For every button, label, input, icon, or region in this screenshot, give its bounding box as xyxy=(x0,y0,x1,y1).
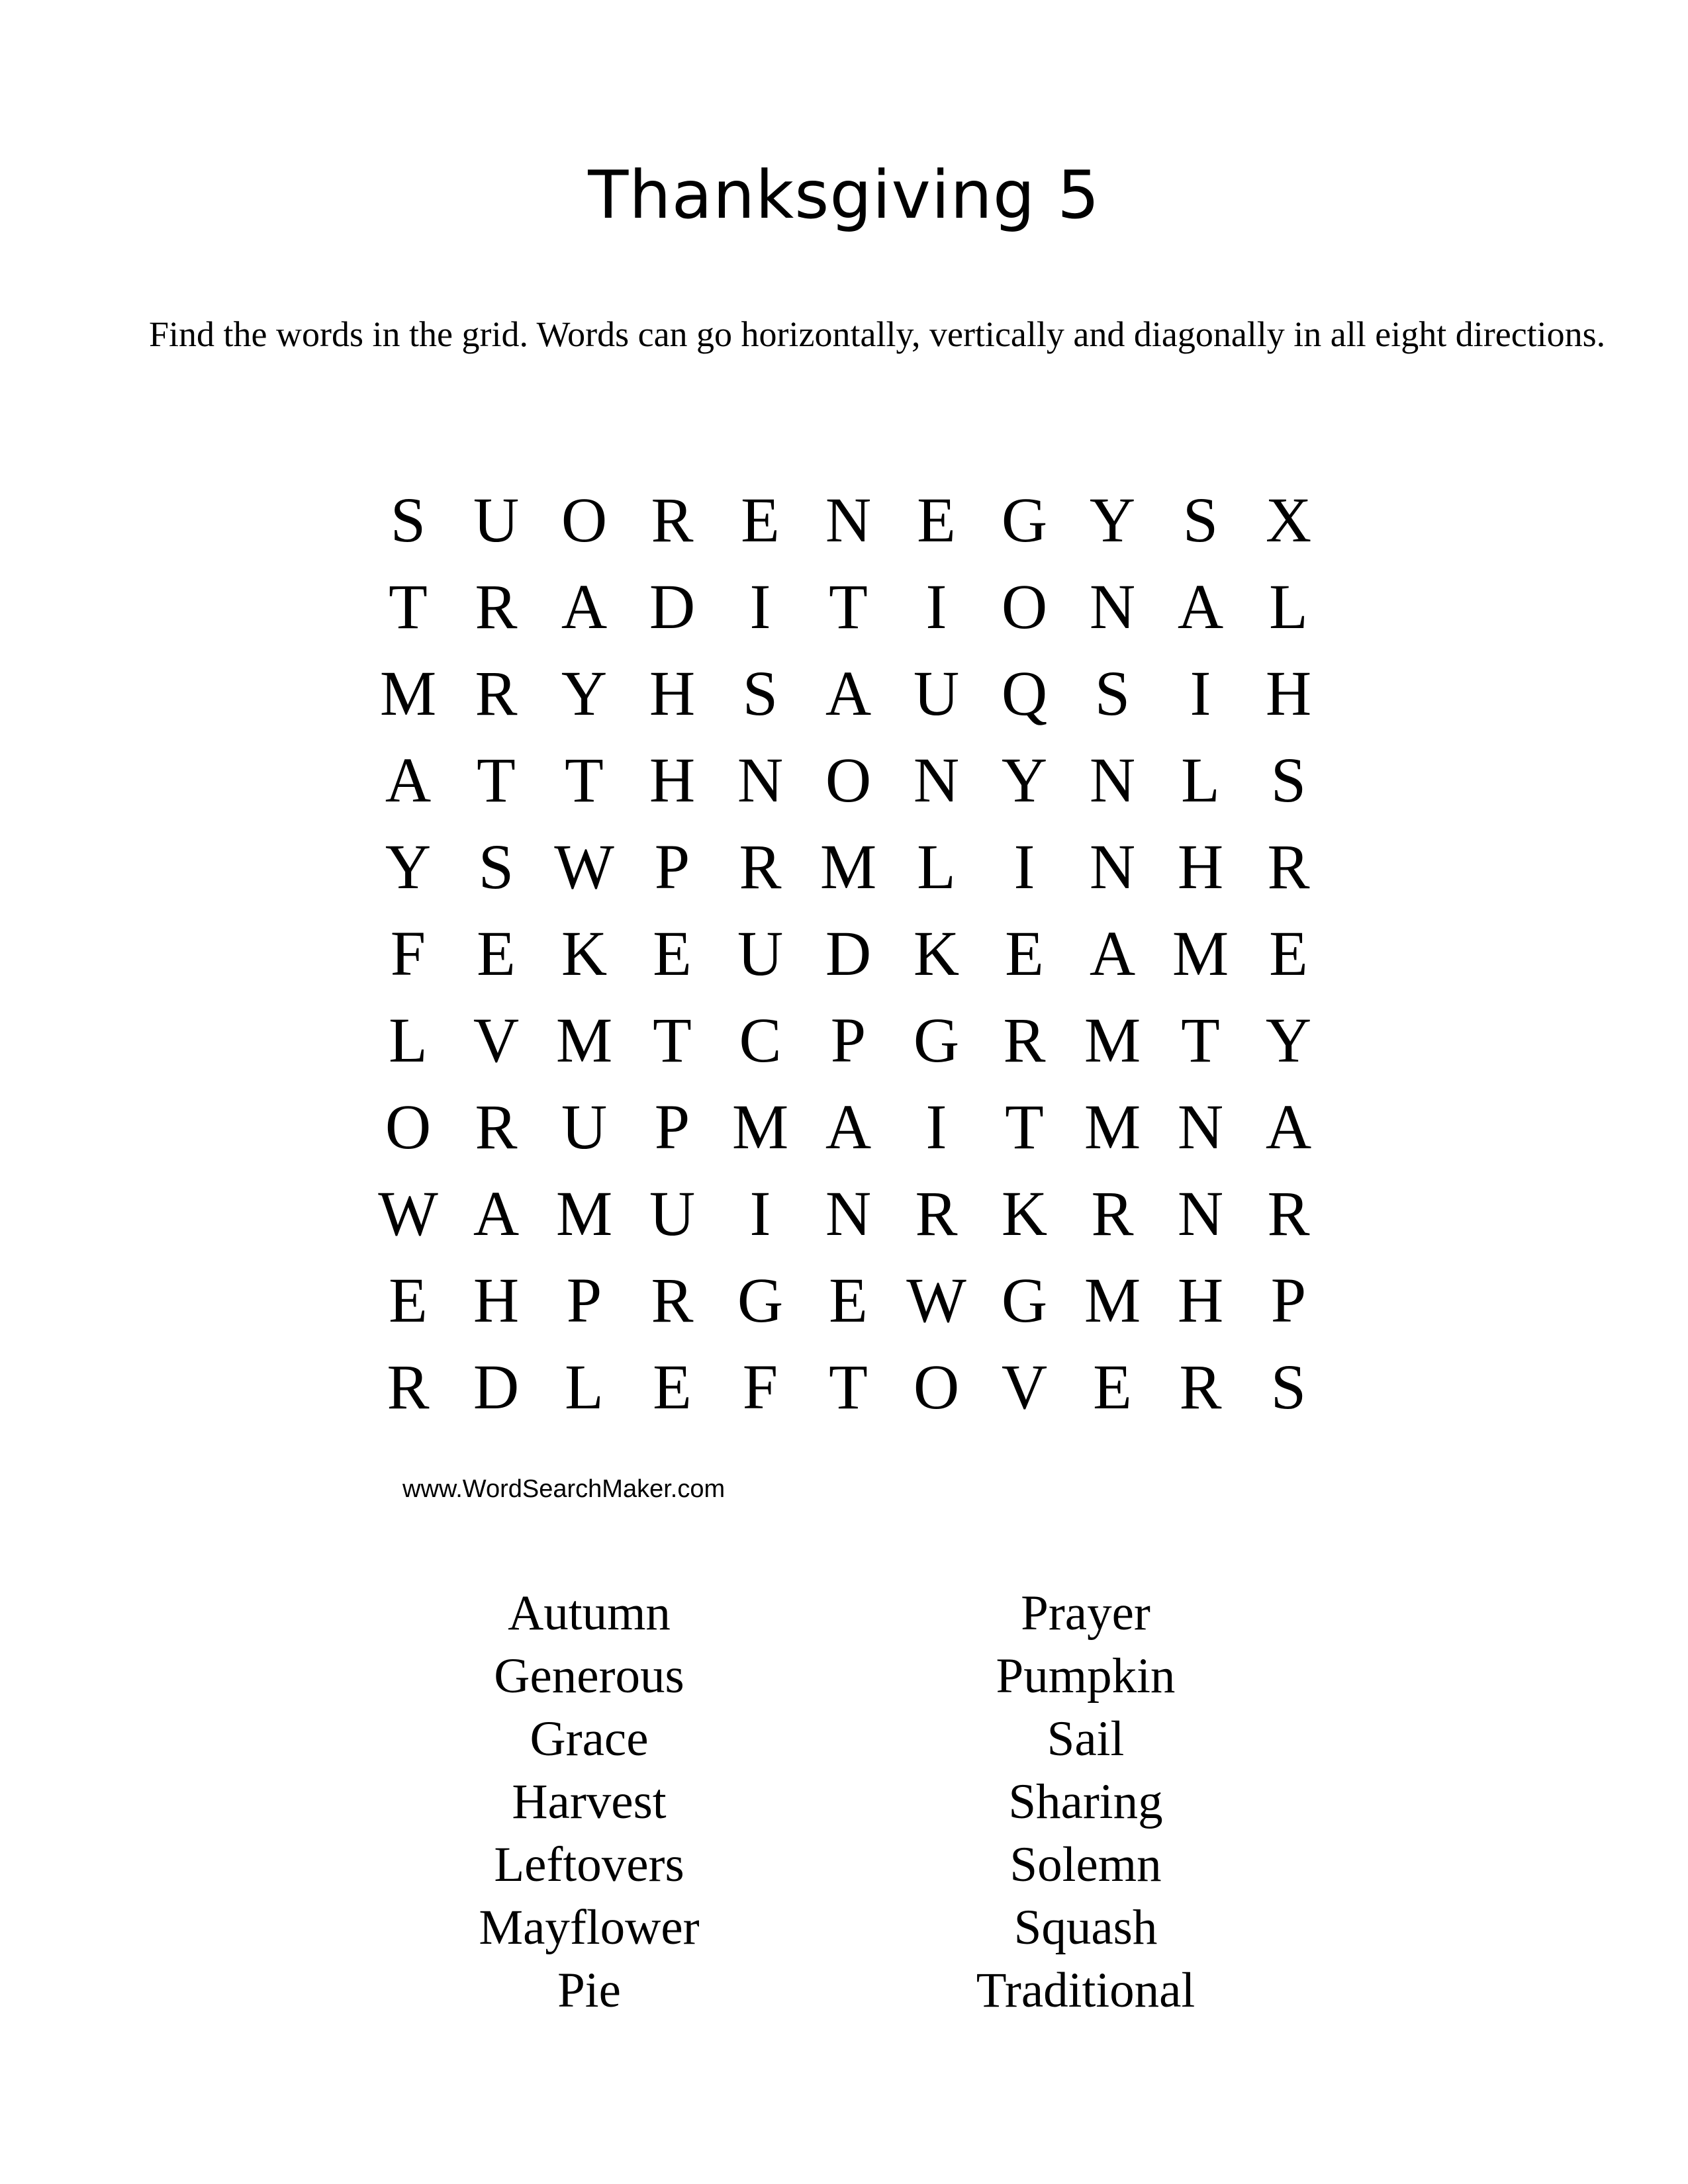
word-list-item: Generous xyxy=(494,1649,684,1704)
grid-letter: Y xyxy=(561,658,608,729)
grid-letter: T xyxy=(477,745,516,815)
grid-letter: N xyxy=(825,484,872,555)
grid-letter: R xyxy=(651,484,694,555)
letter-grid xyxy=(364,477,1337,1430)
grid-letter: R xyxy=(739,831,782,902)
grid-letter: E xyxy=(917,484,956,555)
grid-letter: U xyxy=(913,658,960,729)
grid-letter: N xyxy=(1177,1091,1224,1162)
grid-letter: D xyxy=(649,571,696,642)
grid-letter: N xyxy=(737,745,784,815)
grid-letter: Y xyxy=(385,831,432,902)
grid-letter: R xyxy=(387,1351,430,1422)
word-list-item: Traditional xyxy=(976,1963,1196,2018)
grid-letter: L xyxy=(1181,745,1220,815)
grid-letter: R xyxy=(1179,1351,1222,1422)
grid-letter: V xyxy=(1001,1351,1048,1422)
grid-letter: D xyxy=(473,1351,520,1422)
grid-letter: E xyxy=(829,1265,868,1336)
grid-letter: O xyxy=(825,745,872,815)
grid-letter: S xyxy=(390,484,426,555)
grid-letter: N xyxy=(913,745,960,815)
grid-letter: R xyxy=(1003,1005,1046,1075)
grid-letter: K xyxy=(913,918,960,989)
grid-letter: M xyxy=(1172,918,1229,989)
grid-letter: R xyxy=(1091,1178,1134,1249)
grid-letter: I xyxy=(749,571,771,642)
grid-letter: O xyxy=(561,484,608,555)
instructions: Find the words in the grid. Words can go horizontally, vertically and diagonally in all eight directions. xyxy=(149,314,1606,354)
grid-letter: E xyxy=(1005,918,1044,989)
grid-letter: A xyxy=(825,658,872,729)
grid-letter: L xyxy=(389,1005,428,1075)
grid-letter: R xyxy=(1267,831,1310,902)
grid-letter: E xyxy=(653,918,692,989)
word-list-item: Pie xyxy=(557,1963,621,2018)
grid-letter: E xyxy=(653,1351,692,1422)
grid-letter: H xyxy=(1265,658,1312,729)
grid-letter: R xyxy=(651,1265,694,1336)
grid-letter: S xyxy=(1094,658,1131,729)
grid-letter: N xyxy=(1089,745,1136,815)
grid-letter: A xyxy=(1265,1091,1312,1162)
grid-letter: L xyxy=(565,1351,604,1422)
word-list xyxy=(0,1582,1688,2032)
word-list-item: Autumn xyxy=(508,1586,671,1641)
grid-letter: Y xyxy=(1265,1005,1312,1075)
grid-letter: H xyxy=(1177,1265,1224,1336)
grid-letter: O xyxy=(1001,571,1048,642)
grid-letter: M xyxy=(731,1091,789,1162)
grid-letter: M xyxy=(555,1178,613,1249)
grid-letter: M xyxy=(379,658,437,729)
grid-letter: P xyxy=(830,1005,867,1075)
grid-letter: T xyxy=(829,1351,868,1422)
grid-letter: F xyxy=(390,918,426,989)
grid-letter: G xyxy=(1001,1265,1048,1336)
grid-letter: T xyxy=(1181,1005,1220,1075)
grid-letter: N xyxy=(825,1178,872,1249)
grid-letter: R xyxy=(475,1091,518,1162)
grid-letter: A xyxy=(473,1178,520,1249)
grid-letter: U xyxy=(473,484,520,555)
grid-letter: T xyxy=(653,1005,692,1075)
grid-letter: H xyxy=(649,745,696,815)
grid-letter: D xyxy=(825,918,872,989)
grid-letter: S xyxy=(1270,745,1307,815)
word-list-item: Sail xyxy=(1047,1711,1125,1766)
grid-letter: K xyxy=(561,918,608,989)
grid-letter: I xyxy=(1190,658,1211,729)
grid-letter: E xyxy=(477,918,516,989)
grid-letter: U xyxy=(737,918,784,989)
grid-letter: L xyxy=(1269,571,1308,642)
source-url: www.WordSearchMaker.com xyxy=(402,1475,726,1503)
grid-letter: U xyxy=(561,1091,608,1162)
grid-letter: T xyxy=(389,571,428,642)
grid-letter: O xyxy=(385,1091,432,1162)
word-list-item: Leftovers xyxy=(494,1837,684,1892)
grid-letter: W xyxy=(906,1265,966,1336)
grid-letter: A xyxy=(825,1091,872,1162)
grid-letter: G xyxy=(1001,484,1048,555)
grid-letter: P xyxy=(654,831,690,902)
grid-letter: G xyxy=(913,1005,960,1075)
grid-letter: N xyxy=(1089,571,1136,642)
word-list-item: Grace xyxy=(530,1711,649,1766)
grid-letter: E xyxy=(1093,1351,1132,1422)
grid-letter: I xyxy=(925,571,947,642)
grid-letter: Q xyxy=(1001,658,1048,729)
grid-letter: A xyxy=(1089,918,1136,989)
word-list-item: Harvest xyxy=(512,1774,667,1829)
grid-letter: R xyxy=(1267,1178,1310,1249)
grid-letter: A xyxy=(1177,571,1224,642)
word-list-item: Sharing xyxy=(1008,1774,1163,1829)
grid-letter: P xyxy=(566,1265,602,1336)
grid-letter: R xyxy=(475,571,518,642)
grid-letter: O xyxy=(913,1351,960,1422)
grid-letter: M xyxy=(1084,1091,1141,1162)
grid-letter: P xyxy=(654,1091,690,1162)
grid-letter: N xyxy=(1089,831,1136,902)
grid-letter: S xyxy=(742,658,778,729)
grid-letter: T xyxy=(829,571,868,642)
grid-letter: E xyxy=(741,484,780,555)
word-list-item: Mayflower xyxy=(479,1900,700,1955)
grid-letter: H xyxy=(473,1265,520,1336)
grid-letter: R xyxy=(475,658,518,729)
word-list-right-column xyxy=(854,1582,1317,2022)
grid-letter: M xyxy=(820,831,877,902)
grid-letter: S xyxy=(1182,484,1219,555)
grid-letter: H xyxy=(1177,831,1224,902)
grid-letter: X xyxy=(1265,484,1312,555)
grid-letter: L xyxy=(917,831,956,902)
grid-letter: P xyxy=(1270,1265,1307,1336)
word-list-item: Pumpkin xyxy=(996,1649,1176,1704)
grid-letter: Y xyxy=(1001,745,1048,815)
grid-letter: M xyxy=(1084,1005,1141,1075)
grid-letter: I xyxy=(925,1091,947,1162)
grid-letter: W xyxy=(378,1178,438,1249)
page-title: Thanksgiving 5 xyxy=(588,156,1100,234)
grid-letter: M xyxy=(555,1005,613,1075)
grid-letter: F xyxy=(742,1351,778,1422)
grid-letter: A xyxy=(561,571,608,642)
grid-letter: A xyxy=(385,745,432,815)
grid-letter: W xyxy=(554,831,614,902)
grid-letter: Y xyxy=(1089,484,1136,555)
grid-letter: S xyxy=(478,831,514,902)
word-list-item: Prayer xyxy=(1021,1586,1150,1641)
grid-letter: M xyxy=(1084,1265,1141,1336)
grid-letter: R xyxy=(915,1178,958,1249)
grid-letter: I xyxy=(749,1178,771,1249)
word-list-left-column xyxy=(357,1582,821,2022)
grid-letter: V xyxy=(473,1005,520,1075)
grid-letter: I xyxy=(1013,831,1035,902)
grid-letter: N xyxy=(1177,1178,1224,1249)
grid-letter: E xyxy=(389,1265,428,1336)
grid-letter: G xyxy=(737,1265,784,1336)
grid-letter: K xyxy=(1001,1178,1048,1249)
grid-letter: C xyxy=(739,1005,782,1075)
grid-letter: E xyxy=(1269,918,1308,989)
grid-letter: T xyxy=(1005,1091,1044,1162)
grid-letter: U xyxy=(649,1178,696,1249)
grid-letter: H xyxy=(649,658,696,729)
word-list-item: Squash xyxy=(1013,1900,1158,1955)
grid-letter: T xyxy=(565,745,604,815)
word-list-item: Solemn xyxy=(1009,1837,1162,1892)
grid-letter: S xyxy=(1270,1351,1307,1422)
